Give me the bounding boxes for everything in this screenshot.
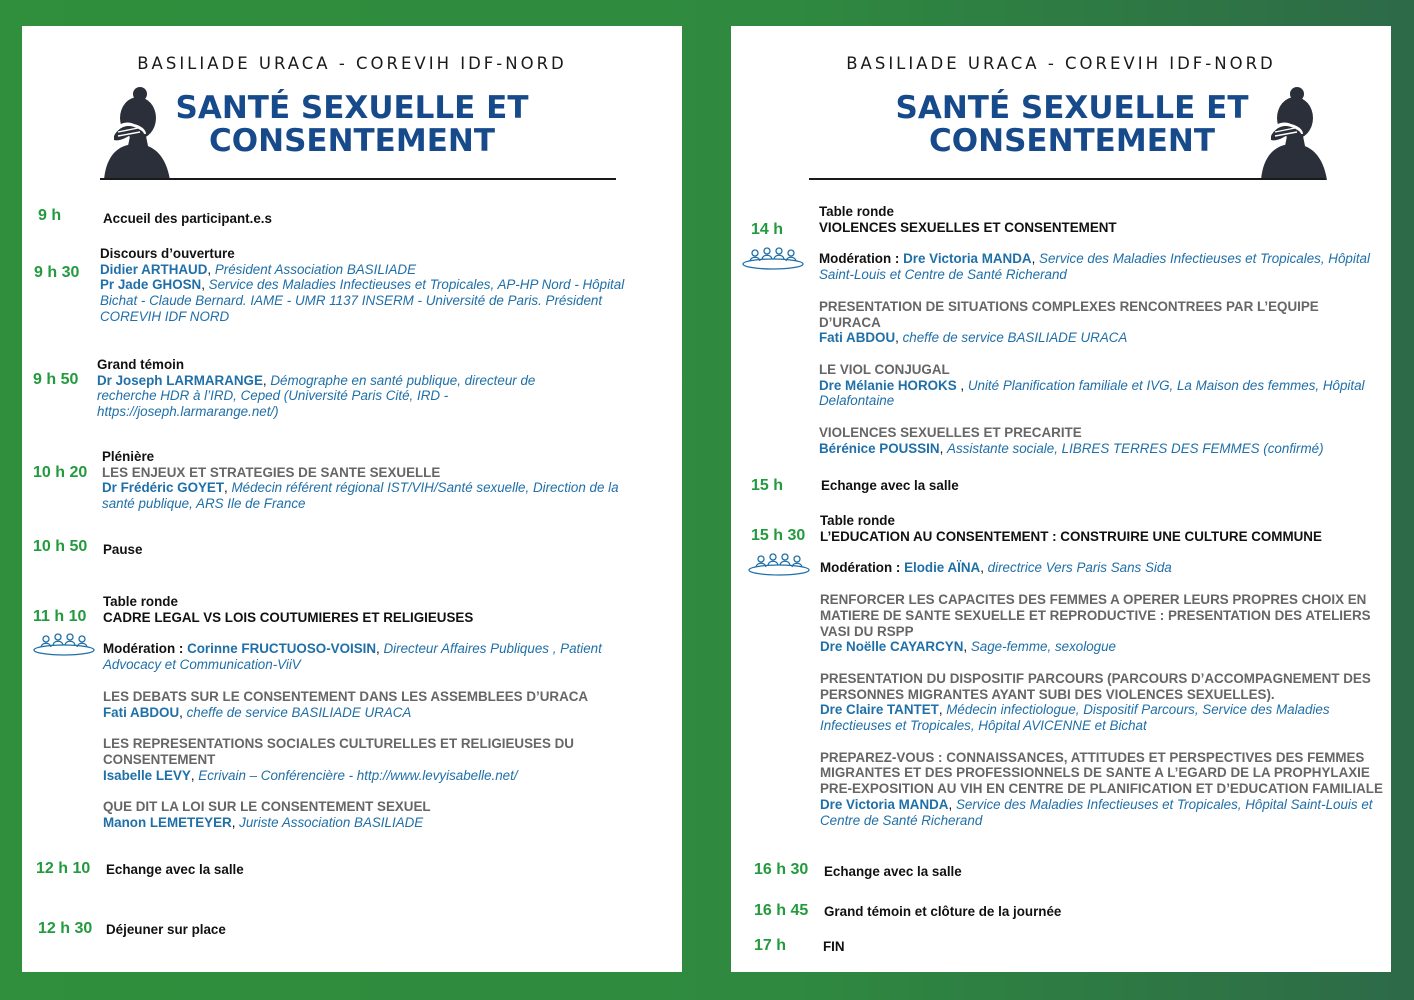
session-topic: CADRE LEGAL VS LOIS COUTUMIERES ET RELIGIEUSES <box>103 609 474 625</box>
round-table-icon <box>741 246 805 270</box>
speaker-role: Médecin infectiologue, Dispositif Parcours, Service des Maladies Infectieuses et Tropicales, Hôpital AVICENNE et Bichat <box>820 702 1330 734</box>
title-line-1: SANTÉ SEXUELLE ET <box>175 90 529 126</box>
speaker-role: Ecrivain – Conférencière - http://www.levyisabelle.net/ <box>198 767 518 783</box>
time-slot: 12 h 10 <box>36 860 91 877</box>
agenda-item: Table ronde VIOLENCES SEXUELLES ET CONSENTEMENT Modération : Dre Victoria MANDA, Service des Maladies Infectieuses et Tropicales, Hôpital Saint-Louis et Centre de Santé Richerand PRESENTATION DE SITUATIONS COMPLEXES RENCONTREES PAR L’EQUIPE D’URACA Fati ABDOU, cheffe de service BASILIADE URACA LE VIOL CONJUGAL Dre Mélanie HOROKS , Unité Planification familiale et IVG, La Maison des femmes, Hôpital Delafontaine VIOLENCES SEXUELLES ET PRECARITE Bérénice POUSSIN, Assistante sociale, LIBRES TERRES DES FEMMES (confirmé) <box>819 204 1384 456</box>
talk-title: RENFORCER LES CAPACITES DES FEMMES A OPERER LEURS PROPRES CHOIX EN MATIERE DE SANTE SEXUELLE ET REPRODUCTIVE : PRESENTATION DES ATELIERS VASI DU RSPP <box>820 592 1371 639</box>
talk-title: PREPAREZ-VOUS : CONNAISSANCES, ATTITUDES ET PERSPECTIVES DES FEMMES MIGRANTES ET DES PROFESSIONNELS DE SANTE A L’EGARD DE LA PROPHYLAXIE PRE-EXPOSITION AU VIH EN CENTRE DE PLANIFICATION ET D’EDUCATION FAMILIALE <box>820 749 1383 797</box>
speaker-role: Médecin référent régional IST/VIH/Santé sexuelle, Direction de la santé publique, ARS Ile de France <box>102 480 619 512</box>
speaker-role: Juriste Association BASILIADE <box>239 815 424 831</box>
organizer-heading: BASILIADE URACA - COREVIH IDF-NORD <box>137 54 567 73</box>
title-line-2: CONSENTEMENT <box>209 123 495 159</box>
woman-hand-over-mouth-icon <box>102 84 172 180</box>
speaker-role: cheffe de service BASILIADE URACA <box>186 704 412 720</box>
agenda-item: Table ronde CADRE LEGAL VS LOIS COUTUMIERES ET RELIGIEUSES Modération : Corinne FRUCTUOSO-VOISIN, Directeur Affaires Publiques , Patient Advocacy et Communication-ViiV LES DEBATS SUR LE CONSENTEMENT DANS LES ASSEMBLEES D’URACA Fati ABDOU, cheffe de service BASILIADE URACA LES REPRESENTATIONS SOCIALES CULTURELLES ET RELIGIEUSES DU CONSENTEMENT Isabelle LEVY, Ecrivain – Conférencière - http://www.levyisabelle.net/ QUE DIT LA LOI SUR LE CONSENTEMENT SEXUEL Manon LEMETEYER, Juriste Association BASILIADE <box>103 594 663 831</box>
talk-title: LES REPRESENTATIONS SOCIALES CULTURELLES ET RELIGIEUSES DU CONSENTEMENT <box>103 736 574 767</box>
item-label: Grand témoin <box>97 357 185 372</box>
page-title <box>891 92 1253 158</box>
program-panel-morning <box>22 26 682 972</box>
agenda-item: Grand témoin Dr Joseph LARMARANGE, Démographe en santé publique, directeur de recherche HDR à l’IRD, Ceped (Université Paris Cité, IRD - https://joseph.larmarange.net/) <box>97 357 597 420</box>
agenda-item <box>821 478 1361 494</box>
moderation-label: Modération : <box>103 641 184 657</box>
agenda-item <box>106 922 646 938</box>
speaker-name: Dr Joseph LARMARANGE <box>97 372 263 388</box>
title-line-1: SANTÉ SEXUELLE ET <box>895 90 1249 126</box>
item-label: Table ronde <box>103 594 178 609</box>
agenda-item: Plénière LES ENJEUX ET STRATEGIES DE SANTE SEXUELLE Dr Frédéric GOYET, Médecin référent régional IST/VIH/Santé sexuelle, Direction de la santé publique, ARS Ile de France <box>102 449 642 512</box>
speaker-name: Bérénice POUSSIN <box>819 440 940 456</box>
speaker-role: Président Association BASILIADE <box>214 261 417 277</box>
speaker-name: Didier ARTHAUD <box>100 261 208 277</box>
session-topic: VIOLENCES SEXUELLES ET CONSENTEMENT <box>819 219 1117 235</box>
moderator-role: directrice Vers Paris Sans Sida <box>987 560 1172 576</box>
item-label: Echange avec la salle <box>106 862 244 877</box>
title-line-2: CONSENTEMENT <box>929 123 1215 159</box>
moderator-role: Service des Maladies Infectieuses et Tropicales, Hôpital Saint-Louis et Centre de Santé Richerand <box>819 251 1370 283</box>
speaker-role: Sage-femme, sexologue <box>970 639 1116 655</box>
item-label: Plénière <box>102 449 155 464</box>
talk-title: LE VIOL CONJUGAL <box>819 361 950 377</box>
agenda-item <box>103 542 643 558</box>
item-label: Déjeuner sur place <box>106 922 226 937</box>
item-label: Table ronde <box>820 513 895 528</box>
speaker-role: cheffe de service BASILIADE URACA <box>902 330 1128 346</box>
agenda-item: Discours d’ouverture Didier ARTHAUD, Président Association BASILIADE Pr Jade GHOSN, Service des Maladies Infectieuses et Tropicales, AP-HP Nord - Hôpital Bichat - Claude Bernard. IAME - UMR 1137 INSERM - Université de Paris. Président COREVIH IDF NORD <box>100 246 640 325</box>
time-slot: 10 h 20 <box>33 464 88 481</box>
moderator-name: Elodie AÏNA <box>904 560 981 576</box>
moderator-name: Dre Victoria MANDA <box>903 251 1032 267</box>
time-slot: 14 h <box>751 221 784 238</box>
time-slot: 10 h 50 <box>33 538 88 555</box>
speaker-name: Dre Victoria MANDA <box>820 796 949 812</box>
round-table-icon <box>747 552 811 576</box>
agenda-item: Table ronde L’EDUCATION AU CONSENTEMENT : CONSTRUIRE UNE CULTURE COMMUNE Modération : Elodie AÏNA, directrice Vers Paris Sans Sida RENFORCER LES CAPACITES DES FEMMES A OPERER LEURS PROPRES CHOIX EN MATIERE DE SANTE SEXUELLE ET REPRODUCTIVE : PRESENTATION DES ATELIERS VASI DU RSPP Dre Noëlle CAYARCYN, Sage-femme, sexologue PRESENTATION DU DISPOSITIF PARCOURS (PARCOURS D’ACCOMPAGNEMENT DES PERSONNES MIGRANTES AYANT SUBI DES VIOLENCES SEXUELLES). Dre Claire TANTET, Médecin infectiologue, Dispositif Parcours, Service des Maladies Infectieuses et Tropicales, Hôpital AVICENNE et Bichat PREPAREZ-VOUS : CONNAISSANCES, ATTITUDES ET PERSPECTIVES DES FEMMES MIGRANTES ET DES PROFESSIONNELS DE SANTE A L’EGARD DE LA PROPHYLAXIE PRE-EXPOSITION AU VIH EN CENTRE DE PLANIFICATION ET D’EDUCATION FAMILIALE Dre Victoria MANDA, Service des Maladies Infectieuses et Tropicales, Hôpital Saint-Louis et Centre de Santé Richerand <box>820 513 1386 828</box>
page-title <box>172 92 532 158</box>
time-slot: 16 h 45 <box>754 902 809 919</box>
speaker-name: Fati ABDOU <box>103 704 180 720</box>
item-label: Accueil des participant.e.s <box>103 211 272 226</box>
speaker-name: Dre Claire TANTET <box>820 702 939 718</box>
agenda-item <box>106 862 646 878</box>
speaker-role: Démographe en santé publique, directeur de recherche HDR à l’IRD, Ceped (Université Paris Cité, IRD - https://joseph.larmarange.net/) <box>97 372 536 420</box>
speaker-name: Manon LEMETEYER <box>103 815 232 831</box>
time-slot: 15 h <box>751 477 784 494</box>
time-slot: 17 h <box>754 937 787 954</box>
moderator-role: Directeur Affaires Publiques , Patient Advocacy et Communication-ViiV <box>103 641 602 673</box>
header-divider <box>809 178 1325 180</box>
item-label: Echange avec la salle <box>821 478 959 493</box>
moderation-label: Modération : <box>819 251 900 267</box>
moderator-name: Corinne FRUCTUOSO-VOISIN <box>187 641 377 657</box>
item-label: FIN <box>823 939 845 954</box>
time-slot: 9 h 50 <box>33 371 79 388</box>
time-slot: 9 h 30 <box>34 264 80 281</box>
talk-title: VIOLENCES SEXUELLES ET PRECARITE <box>819 425 1082 441</box>
item-label: Table ronde <box>819 204 894 219</box>
session-topic: L’EDUCATION AU CONSENTEMENT : CONSTRUIRE UNE CULTURE COMMUNE <box>820 528 1322 544</box>
speaker-role: Assistante sociale, LIBRES TERRES DES FEMMES (confirmé) <box>947 440 1324 456</box>
round-table-icon <box>32 632 96 656</box>
speaker-name: Dre Noëlle CAYARCYN <box>820 639 964 655</box>
time-slot: 12 h 30 <box>38 920 93 937</box>
speaker-role: Service des Maladies Infectieuses et Tropicales, Hôpital Saint-Louis et Centre de Santé Richerand <box>820 796 1373 828</box>
agenda-item <box>824 864 1364 880</box>
agenda-item <box>824 904 1364 920</box>
speaker-name: Dre Mélanie HOROKS <box>819 377 957 393</box>
item-label: Grand témoin et clôture de la journée <box>824 904 1062 919</box>
time-slot: 11 h 10 <box>33 608 87 625</box>
talk-title: QUE DIT LA LOI SUR LE CONSENTEMENT SEXUEL <box>103 799 431 815</box>
woman-hand-over-mouth-icon <box>1259 84 1329 180</box>
speaker-role: Unité Planification familiale et IVG, La Maison des femmes, Hôpital Delafontaine <box>819 377 1365 409</box>
talk-title: PRESENTATION DE SITUATIONS COMPLEXES RENCONTREES PAR L’EQUIPE D’URACA <box>819 298 1319 330</box>
organizer-heading: BASILIADE URACA - COREVIH IDF-NORD <box>846 54 1276 73</box>
speaker-name: Fati ABDOU <box>819 330 896 346</box>
item-label: Echange avec la salle <box>824 864 962 879</box>
header-divider <box>100 178 616 180</box>
speaker-name: Isabelle LEVY <box>103 767 191 783</box>
talk-title: LES DEBATS SUR LE CONSENTEMENT DANS LES ASSEMBLEES D’URACA <box>103 688 589 704</box>
speaker-name: Pr Jade GHOSN <box>100 277 202 293</box>
talk-title: PRESENTATION DU DISPOSITIF PARCOURS (PARCOURS D’ACCOMPAGNEMENT DES PERSONNES MIGRANTES AYANT SUBI DES VIOLENCES SEXUELLES). <box>820 670 1371 702</box>
moderation-label: Modération : <box>820 560 901 576</box>
agenda-item <box>103 211 643 227</box>
program-panel-afternoon <box>731 26 1391 972</box>
time-slot: 9 h <box>38 207 62 224</box>
session-topic: LES ENJEUX ET STRATEGIES DE SANTE SEXUELLE <box>102 464 441 480</box>
time-slot: 15 h 30 <box>751 527 806 544</box>
time-slot: 16 h 30 <box>754 861 809 878</box>
item-label: Discours d’ouverture <box>100 246 235 261</box>
agenda-item <box>823 939 1363 955</box>
speaker-role: Service des Maladies Infectieuses et Tropicales, AP-HP Nord - Hôpital Bichat - Claude Bernard. IAME - UMR 1137 INSERM - Université de Paris. Président COREVIH IDF NORD <box>100 277 625 324</box>
item-label: Pause <box>103 542 143 557</box>
speaker-name: Dr Frédéric GOYET <box>102 480 225 496</box>
